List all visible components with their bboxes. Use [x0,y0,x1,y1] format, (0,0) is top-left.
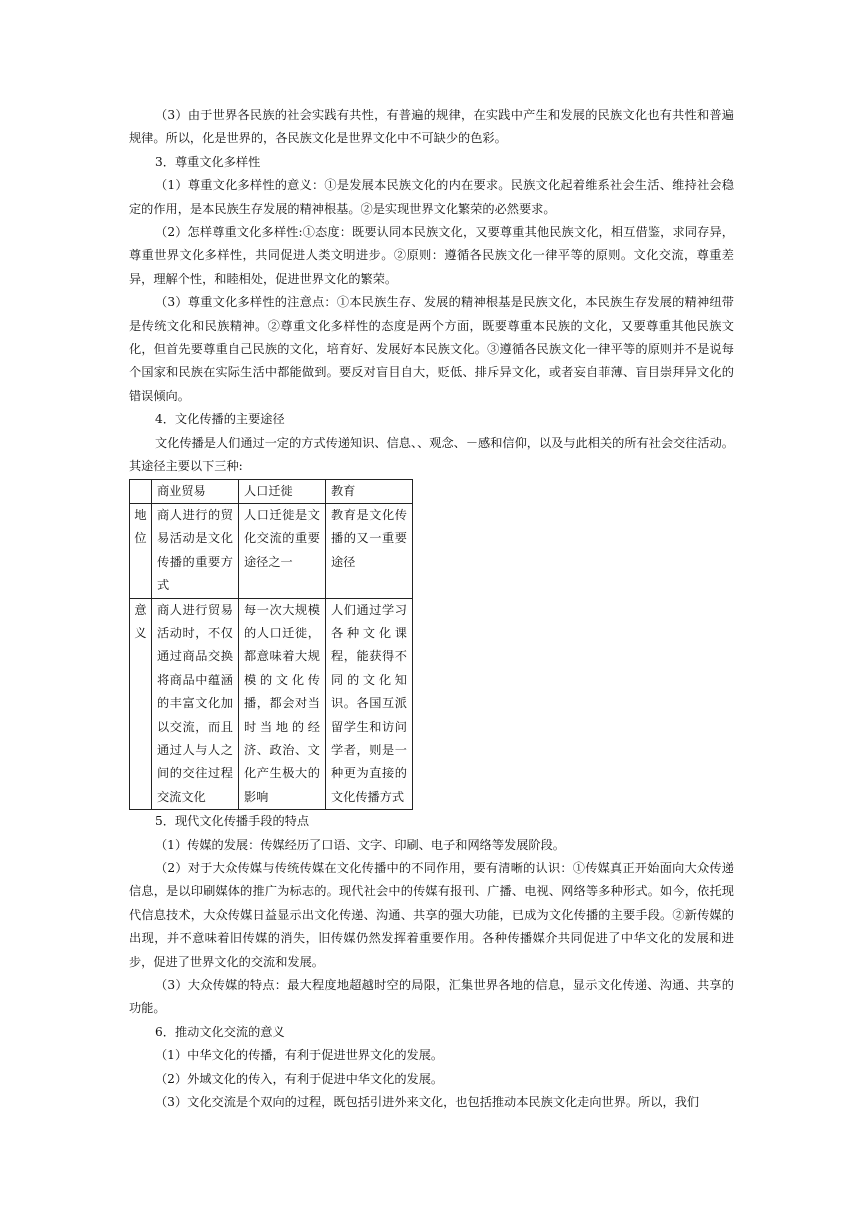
table-cell: 每一次大规模的人口迁徙，都意味着大规模的文化传播，都会对当时当地的经济、政治、文化产生极大的影响 [239,598,326,810]
section-heading: 4．文化传播的主要途径 [155,412,285,427]
column-header: 教育 [326,479,413,503]
paragraph: （3）大众传媒的特点：最大程度地超越时空的局限，汇集世界各地的信息，显示文化传递、沟通、共享的功能。 [129,978,734,1016]
table-cell: 商人进行贸易活动时，不仅通过商品交换将商品中蕴涵的丰富文化加以交流，而且通过人与人之间的交往过程交流文化 [152,598,239,810]
paragraph: （2）外域文化的传入，有利于促进中华文化的发展。 [155,1071,444,1086]
paragraph: （2）怎样尊重文化多样性:①态度：既要认同本民族文化，又要尊重其他民族文化，相互借鉴，求同存异，尊重世界文化多样性，共同促进人类文明进步。②原则：遵循各民族文化一律平等的原则。文化交流，尊重差异，理解个性，和睦相处，促进世界文化的繁荣。 [129,225,734,286]
paragraph: （2）对于大众传媒与传统传媒在文化传播中的不同作用，要有清晰的认识：①传媒真正开始面向大众传递信息，是以印刷媒体的推广为标志的。现代社会中的传媒有报刊、广播、电视、网络等多种形式。如今，依托现代信息技术，大众传媒日益显示出文化传递、沟通、共享的强大功能，已成为文化传播的主要手段。②新传媒的出现，并不意味着旧传媒的消失，旧传媒仍然发挥着重要作用。各种传播媒介共同促进了中华文化的发展和进步，促进了世界文化的交流和发展。 [129,861,734,969]
table-cell: 教育是文化传播的又一重要途径 [326,503,413,598]
column-header: 人口迁徙 [239,479,326,503]
paragraph: （1）尊重文化多样性的意义：①是发展本民族文化的内在要求。民族文化起着维系社会生活、维持社会稳定的作用，是本民族生存发展的精神根基。②是实现世界文化繁荣的必然要求。 [129,178,734,216]
table-cell: 商人进行的贸易活动是文化传播的重要方式 [152,503,239,598]
table-cell: 人口迁徙是文化交流的重要途径之一 [239,503,326,598]
table-corner-cell [130,479,152,503]
table-row [130,598,413,810]
section-heading: 3．尊重文化多样性 [155,154,261,169]
section-heading: 6．推动文化交流的意义 [155,1024,285,1039]
paragraph: （3）文化交流是个双向的过程，既包括引进外来文化，也包括推动本民族文化走向世界。所以，我们 [155,1095,700,1110]
row-header: 意义 [130,598,152,810]
table-cell: 人们通过学习各种文化课程，能获得不同的文化知识。各国互派留学生和访问学者，则是一种更为直接的文化传播方式 [326,598,413,810]
comparison-table [129,479,413,811]
paragraph: （1）传媒的发展：传媒经历了口语、文字、印刷、电子和网络等发展阶段。 [155,837,565,852]
table-row [130,503,413,598]
column-header: 商业贸易 [152,479,239,503]
table-header-row [130,479,413,503]
paragraph: （3）尊重文化多样性的注意点：①本民族生存、发展的精神根基是民族文化，本民族生存发展的精神纽带是传统文化和民族精神。②尊重文化多样性的态度是两个方面，既要尊重本民族的文化，又要尊重其他民族文化，但首先要尊重自己民族的文化，培育好、发展好本民族文化。③遵循各民族文化一律平等的原则并不是说每个国家和民族在实际生活中都能做到。要反对盲目自大，贬低、排斥异文化，或者妄自菲薄、盲目崇拜异文化的错误倾向。 [129,295,734,403]
row-header: 地位 [130,503,152,598]
paragraph: （3）由于世界各民族的社会实践有共性，有普遍的规律，在实践中产生和发展的民族文化也有共性和普遍规律。所以，化是世界的，各民族文化是世界文化中不可缺少的色彩。 [129,108,734,146]
paragraph: 文化传播是人们通过一定的方式传递知识、信息、、观念、－感和信仰，以及与此相关的所有社会交往活动。其途径主要以下三种: [129,435,734,474]
section-heading: 5．现代文化传播手段的特点 [155,814,310,829]
paragraph: （1）中华文化的传播，有利于促进世界文化的发展。 [155,1048,444,1063]
document-page [129,104,734,1114]
